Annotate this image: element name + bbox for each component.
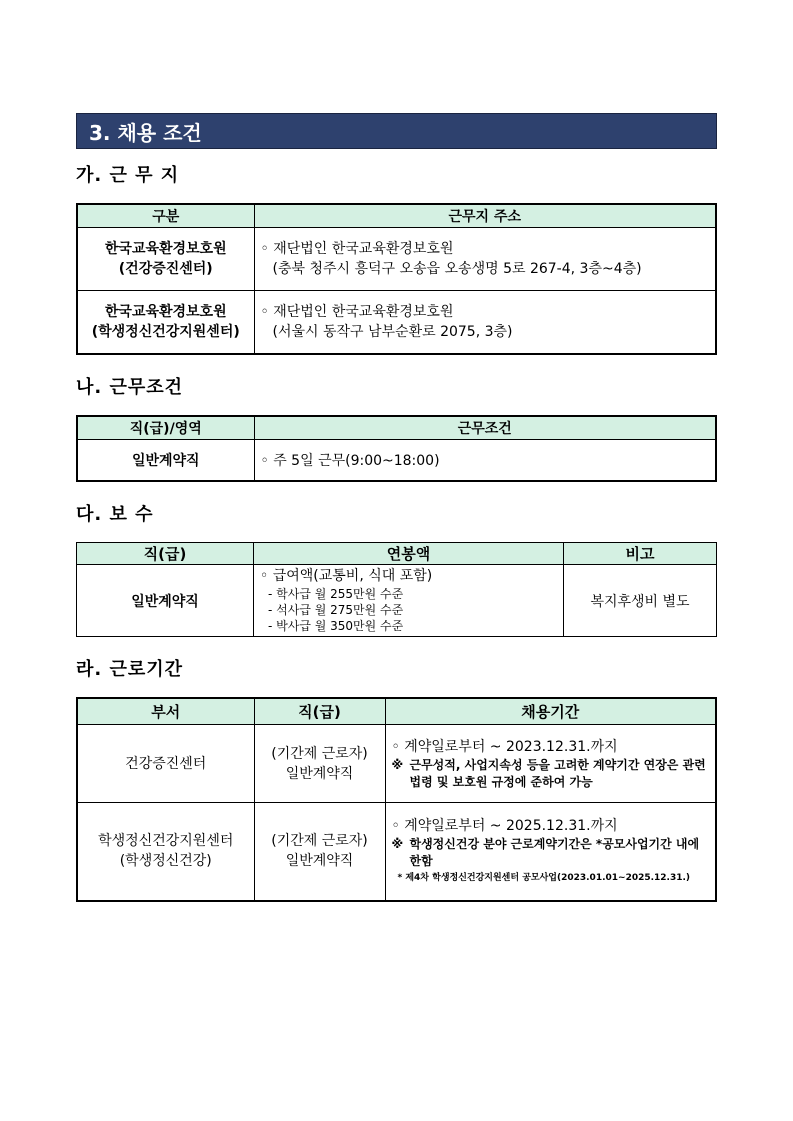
contract-type: 일반계약직 (77, 439, 254, 481)
table-row (77, 228, 716, 291)
address-org: ◦ 재단법인 한국교육환경보호원 (260, 303, 454, 320)
document-page (76, 113, 717, 902)
org-cell (77, 291, 254, 354)
header-department: 부서 (77, 698, 254, 725)
header-grade: 직(급) (77, 543, 254, 565)
conditions-table (76, 415, 717, 483)
department-cell (77, 803, 254, 901)
header-category: 구분 (77, 204, 254, 228)
org-name: 한국교육환경보호원 (104, 303, 227, 320)
remarks-cell: 복지후생비 별도 (564, 565, 717, 637)
salary-summary: ◦ 급여액(교통비, 식대 포함) (260, 568, 433, 584)
org-unit: (건강증진센터) (118, 261, 213, 277)
footnote: * 제4차 학생정신건강지원센터 공모사업(2023.01.01~2025.12.31.) (397, 873, 691, 884)
address-cell (254, 228, 716, 291)
header-grade-area: 직(급)/영역 (77, 416, 254, 440)
table-header-row (77, 416, 716, 440)
note-text: 근무성적, 사업지속성 등을 고려한 계약기간 연장은 관련 법령 및 보호원 규정에 준하여 가능 (409, 757, 706, 789)
department-name: 건강증진센터 (125, 755, 207, 772)
period-note (392, 836, 710, 870)
section-banner (76, 113, 717, 149)
contract-type: 일반계약직 (77, 565, 254, 637)
period-text: ◦ 계약일로부터 ~ 2023.12.31.까지 (391, 738, 618, 755)
address-org: ◦ 재단법인 한국교육환경보호원 (260, 241, 454, 257)
workplace-heading: 가. 근 무 지 (76, 165, 180, 186)
header-grade: 직(급) (254, 698, 385, 725)
salary-bachelor: - 학사급 월 255만원 수준 (268, 587, 404, 601)
department-sub: (학생정신건강) (119, 853, 212, 870)
table-header-row (77, 204, 716, 228)
workplace-table (76, 203, 717, 355)
header-remarks: 비고 (564, 543, 717, 565)
note-text: 학생정신건강 분야 근로계약기간은 *공모사업기간 내에 한함 (409, 837, 700, 869)
salary-doctor: - 박사급 월 350만원 수준 (268, 619, 404, 633)
header-employment-period: 채용기간 (385, 698, 716, 725)
address-cell (254, 291, 716, 354)
grade-cell (254, 725, 385, 803)
department-name: 학생정신건강지원센터 (98, 833, 234, 850)
org-unit: (학생정신건강지원센터) (91, 323, 240, 340)
period-cell (385, 725, 716, 803)
conditions-heading: 나. 근무조건 (76, 376, 184, 398)
header-conditions: 근무조건 (254, 416, 716, 440)
table-row (77, 803, 716, 901)
header-annual-salary: 연봉액 (254, 543, 564, 565)
salary-master: - 석사급 월 275만원 수준 (268, 603, 404, 617)
grade-name: 일반계약직 (285, 765, 354, 782)
work-hours: ◦ 주 5일 근무(9:00~18:00) (254, 439, 716, 481)
note-mark: ※ (391, 837, 404, 852)
table-row (77, 725, 716, 803)
grade-cell (254, 803, 385, 901)
department-cell (77, 725, 254, 803)
table-row (77, 565, 717, 637)
org-cell (77, 228, 254, 291)
table-row (77, 439, 716, 481)
salary-table (76, 542, 717, 637)
period-cell (385, 803, 716, 901)
grade-type: (기간제 근로자) (271, 833, 368, 850)
org-name: 한국교육환경보호원 (104, 241, 227, 257)
period-text: ◦ 계약일로부터 ~ 2025.12.31.까지 (391, 818, 618, 835)
table-row (77, 291, 716, 354)
note-mark: ※ (391, 757, 404, 772)
salary-cell (254, 565, 564, 637)
period-table (76, 697, 717, 902)
header-address: 근무지 주소 (254, 204, 716, 228)
grade-type: (기간제 근로자) (271, 745, 368, 762)
grade-name: 일반계약직 (285, 853, 354, 870)
period-heading: 라. 근로기간 (76, 659, 184, 680)
table-header-row (77, 543, 717, 565)
address-detail: (충북 청주시 흥덕구 오송읍 오송생명 5로 267-4, 3층~4층) (272, 261, 642, 277)
address-detail: (서울시 동작구 남부순환로 2075, 3층) (272, 323, 513, 340)
table-header-row (77, 698, 716, 725)
section-title: 3. 채용 조건 (89, 120, 202, 145)
salary-heading: 다. 보 수 (76, 504, 154, 525)
period-note (392, 757, 710, 791)
